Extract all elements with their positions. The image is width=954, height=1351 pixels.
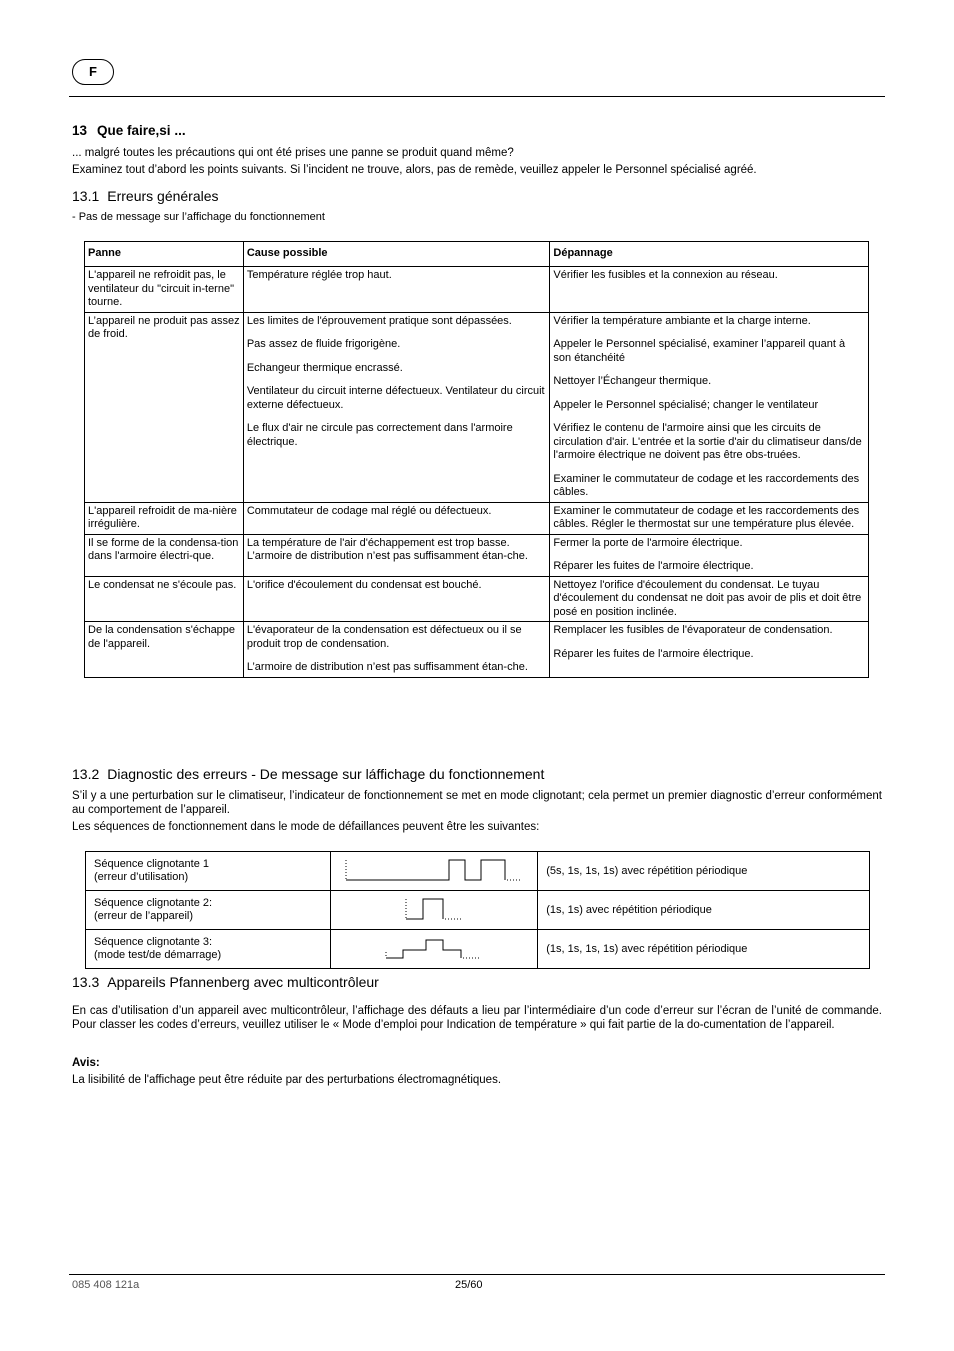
column-header: Cause possible bbox=[243, 242, 550, 267]
sequence-description: (1s, 1s, 1s, 1s) avec répétition périodique bbox=[538, 930, 870, 969]
waveform-line bbox=[406, 899, 443, 919]
fault-cell: Il se forme de la condensa-tion dans l'armoire électri-que. bbox=[85, 534, 244, 576]
page-number: 25/60 bbox=[455, 1279, 483, 1291]
remedy-text: Appeler le Personnel spécialisé, examiner l’appareil quant à son étanchéité bbox=[553, 338, 846, 364]
table-row bbox=[85, 534, 869, 576]
remedy-cell bbox=[550, 576, 869, 622]
sequence-label: Séquence clignotante 2: bbox=[94, 897, 213, 909]
section-number: 13 bbox=[72, 123, 88, 138]
sequence-table-body bbox=[86, 852, 870, 969]
waveform-cell bbox=[331, 852, 538, 891]
remedy-text: Nettoyer l’Échangeur thermique. bbox=[553, 375, 712, 387]
cause-cell bbox=[243, 576, 550, 622]
remedy-cell bbox=[550, 534, 869, 576]
cause-text: Commutateur de codage mal réglé ou défectueux. bbox=[246, 504, 492, 517]
cause-text: Echangeur thermique encrassé. bbox=[246, 361, 403, 374]
sequence-label: Séquence clignotante 1 bbox=[94, 858, 209, 870]
subsection-title-text: Diagnostic des erreurs - De message sur láffichage du fonctionnement bbox=[107, 766, 545, 782]
blink-waveform bbox=[331, 930, 537, 964]
error-table bbox=[84, 241, 869, 678]
cause-text: Ventilateur du circuit interne défectueux. Ventilateur du circuit externe défectueux. bbox=[246, 385, 545, 411]
fault-cell: L'appareil refroidit de ma-nière irrégulière. bbox=[85, 502, 244, 534]
blink-waveform bbox=[331, 891, 537, 925]
table-row bbox=[85, 502, 869, 534]
waveform-cell bbox=[331, 930, 538, 969]
remedy-cell bbox=[550, 502, 869, 534]
cause-cell bbox=[243, 267, 550, 313]
remedy-text: Fermer la porte de l'armoire électrique. bbox=[553, 536, 743, 549]
diagnostic-paragraph: S’il y a une perturbation sur le climatiseur, l’indicateur de fonctionnement se met en mode clignotant; cela permet un premier diagnostic d’erreur conformément au comportement de l’appareil. bbox=[72, 790, 882, 816]
multicontroller-paragraph: En cas d’utilisation d’un appareil avec multicontrôleur, l’affichage des défauts a lieu par l’intermédiaire d’un code d’erreur sur l’écran de l’unité de commande. Pour classer les codes d’erreurs, veuillez utiliser le « Mode d’emploi pour Indication de température » qui fait partie de la do-cumentation de l’appareil. bbox=[72, 1005, 882, 1031]
remedy-text: Vérifiez le contenu de l'armoire ainsi que les circuits de circulation d'air. L'entrée et la sortie d'air du climatiseur dans/de l'armoire électrique ne doivent pas être obs-truées. bbox=[553, 422, 862, 461]
cause-text: La température de l'air d'échappement est trop basse. L’armoire de distribution n’est pas suffisamment étan-che. bbox=[246, 536, 528, 562]
remedy-cell bbox=[550, 622, 869, 678]
sequence-label: (mode test/de démarrage) bbox=[94, 949, 222, 961]
notice-label: Avis: bbox=[72, 1057, 100, 1069]
remedy-text: Nettoyez l'orifice d'écoulement du condensat. Le tuyau d'écoulement du condensat ne doit pas avoir de plis et doit être posé en position inclinée. bbox=[553, 578, 862, 618]
notice-text: La lisibilité de l'affichage peut être réduite par des perturbations électromagnétiques. bbox=[72, 1074, 502, 1086]
table-row bbox=[85, 622, 869, 678]
subsection-title-text: Appareils Pfannenberg avec multicontrôleur bbox=[107, 974, 379, 990]
document-code: 085 408 121a bbox=[72, 1279, 140, 1291]
remedy-text: Réparer les fuites de l'armoire électrique. bbox=[553, 560, 754, 572]
sequence-label-cell bbox=[86, 930, 331, 969]
no-message-note: - Pas de message sur l’affichage du fonctionnement bbox=[72, 211, 325, 223]
subsection-13-1-title bbox=[72, 188, 219, 204]
sequence-label: (erreur d’utilisation) bbox=[94, 871, 189, 883]
sequence-label-cell bbox=[86, 852, 331, 891]
cause-text: L’armoire de distribution n’est pas suffisamment étan-che. bbox=[246, 661, 528, 673]
table-header-row bbox=[85, 242, 869, 267]
cause-text: L'orifice d'écoulement du condensat est bouché. bbox=[246, 578, 482, 591]
remedy-text: Remplacer les fusibles de l'évaporateur de condensation. bbox=[553, 624, 833, 636]
cause-cell bbox=[243, 622, 550, 678]
cause-cell bbox=[243, 312, 550, 502]
intro-line-2: Examinez tout d’abord les points suivants. Si l’incident ne trouve, alors, pas de remède, veuillez appeler le Personnel spécialisé agréé. bbox=[72, 164, 757, 176]
subsection-13-2-title bbox=[72, 766, 544, 782]
cause-cell bbox=[243, 534, 550, 576]
sequences-intro: Les séquences de fonctionnement dans le mode de défaillances peuvent être les suivantes: bbox=[72, 821, 540, 833]
remedy-text: Vérifier les fusibles et la connexion au réseau. bbox=[553, 269, 778, 281]
remedy-text: Examiner le commutateur de codage et les raccordements des câbles. bbox=[553, 472, 860, 498]
subsection-number: 13.3 bbox=[72, 974, 100, 990]
remedy-cell bbox=[550, 267, 869, 313]
waveform-cell bbox=[331, 891, 538, 930]
remedy-text: Appeler le Personnel spécialisé; changer le ventilateur bbox=[553, 398, 819, 411]
table-row bbox=[85, 312, 869, 502]
remedy-text: Examiner le commutateur de codage et les raccordements des câbles. Régler le thermostat sur une température plus élevée. bbox=[553, 504, 860, 530]
sequence-label: Séquence clignotante 3: bbox=[94, 936, 213, 948]
subsection-13-3-title bbox=[72, 974, 379, 990]
cause-text: Température réglée trop haut. bbox=[246, 269, 392, 281]
cause-text: Les limites de l'éprouvement pratique sont dépassées. bbox=[246, 314, 512, 327]
sequence-label: (erreur de l’appareil) bbox=[94, 910, 194, 922]
remedy-text: Vérifier la température ambiante et la charge interne. bbox=[553, 314, 811, 327]
sequence-row bbox=[86, 852, 870, 891]
remedy-text: Réparer les fuites de l'armoire électrique. bbox=[553, 647, 754, 660]
section-title bbox=[72, 123, 186, 138]
subsection-number: 13.2 bbox=[72, 766, 100, 782]
section-title-text: Que faire,si ... bbox=[97, 123, 186, 138]
fault-cell: Le condensat ne s'écoule pas. bbox=[85, 576, 244, 622]
table-row bbox=[85, 267, 869, 313]
subsection-title-text: Erreurs générales bbox=[107, 188, 219, 204]
sequence-label-cell bbox=[86, 891, 331, 930]
fault-cell: L'appareil ne refroidit pas, le ventilateur du "circuit in-terne" tourne. bbox=[85, 267, 244, 313]
fault-cell: L’appareil ne produit pas assez de froid. bbox=[85, 312, 244, 502]
subsection-number: 13.1 bbox=[72, 188, 100, 204]
intro-line-1: ... malgré toutes les précautions qui ont été prises une panne se produit quand même? bbox=[72, 147, 514, 159]
cause-text: L'évaporateur de la condensation est défectueux ou il se produit trop de condensation. bbox=[246, 624, 522, 650]
fault-cell: De la condensation s'échappe de l'appareil. bbox=[85, 622, 244, 678]
column-header: Panne bbox=[85, 242, 244, 267]
column-header: Dépannage bbox=[550, 242, 869, 267]
error-table-body bbox=[85, 242, 869, 678]
sequence-description: (5s, 1s, 1s, 1s) avec répétition périodique bbox=[538, 852, 870, 891]
cause-text: Le flux d'air ne circule pas correctement dans l'armoire électrique. bbox=[246, 422, 513, 448]
language-badge: F bbox=[72, 59, 114, 85]
cause-cell bbox=[243, 502, 550, 534]
waveform-line bbox=[386, 940, 461, 958]
sequence-description: (1s, 1s) avec répétition périodique bbox=[538, 891, 870, 930]
footer-rule bbox=[69, 1274, 885, 1275]
cause-text: Pas assez de fluide frigorigène. bbox=[246, 338, 401, 350]
sequence-row bbox=[86, 930, 870, 969]
header-rule bbox=[69, 96, 885, 97]
remedy-cell bbox=[550, 312, 869, 502]
table-row bbox=[85, 576, 869, 622]
blink-waveform bbox=[331, 852, 537, 886]
waveform-line bbox=[346, 860, 505, 880]
sequence-row bbox=[86, 891, 870, 930]
blink-sequence-table bbox=[85, 851, 870, 969]
